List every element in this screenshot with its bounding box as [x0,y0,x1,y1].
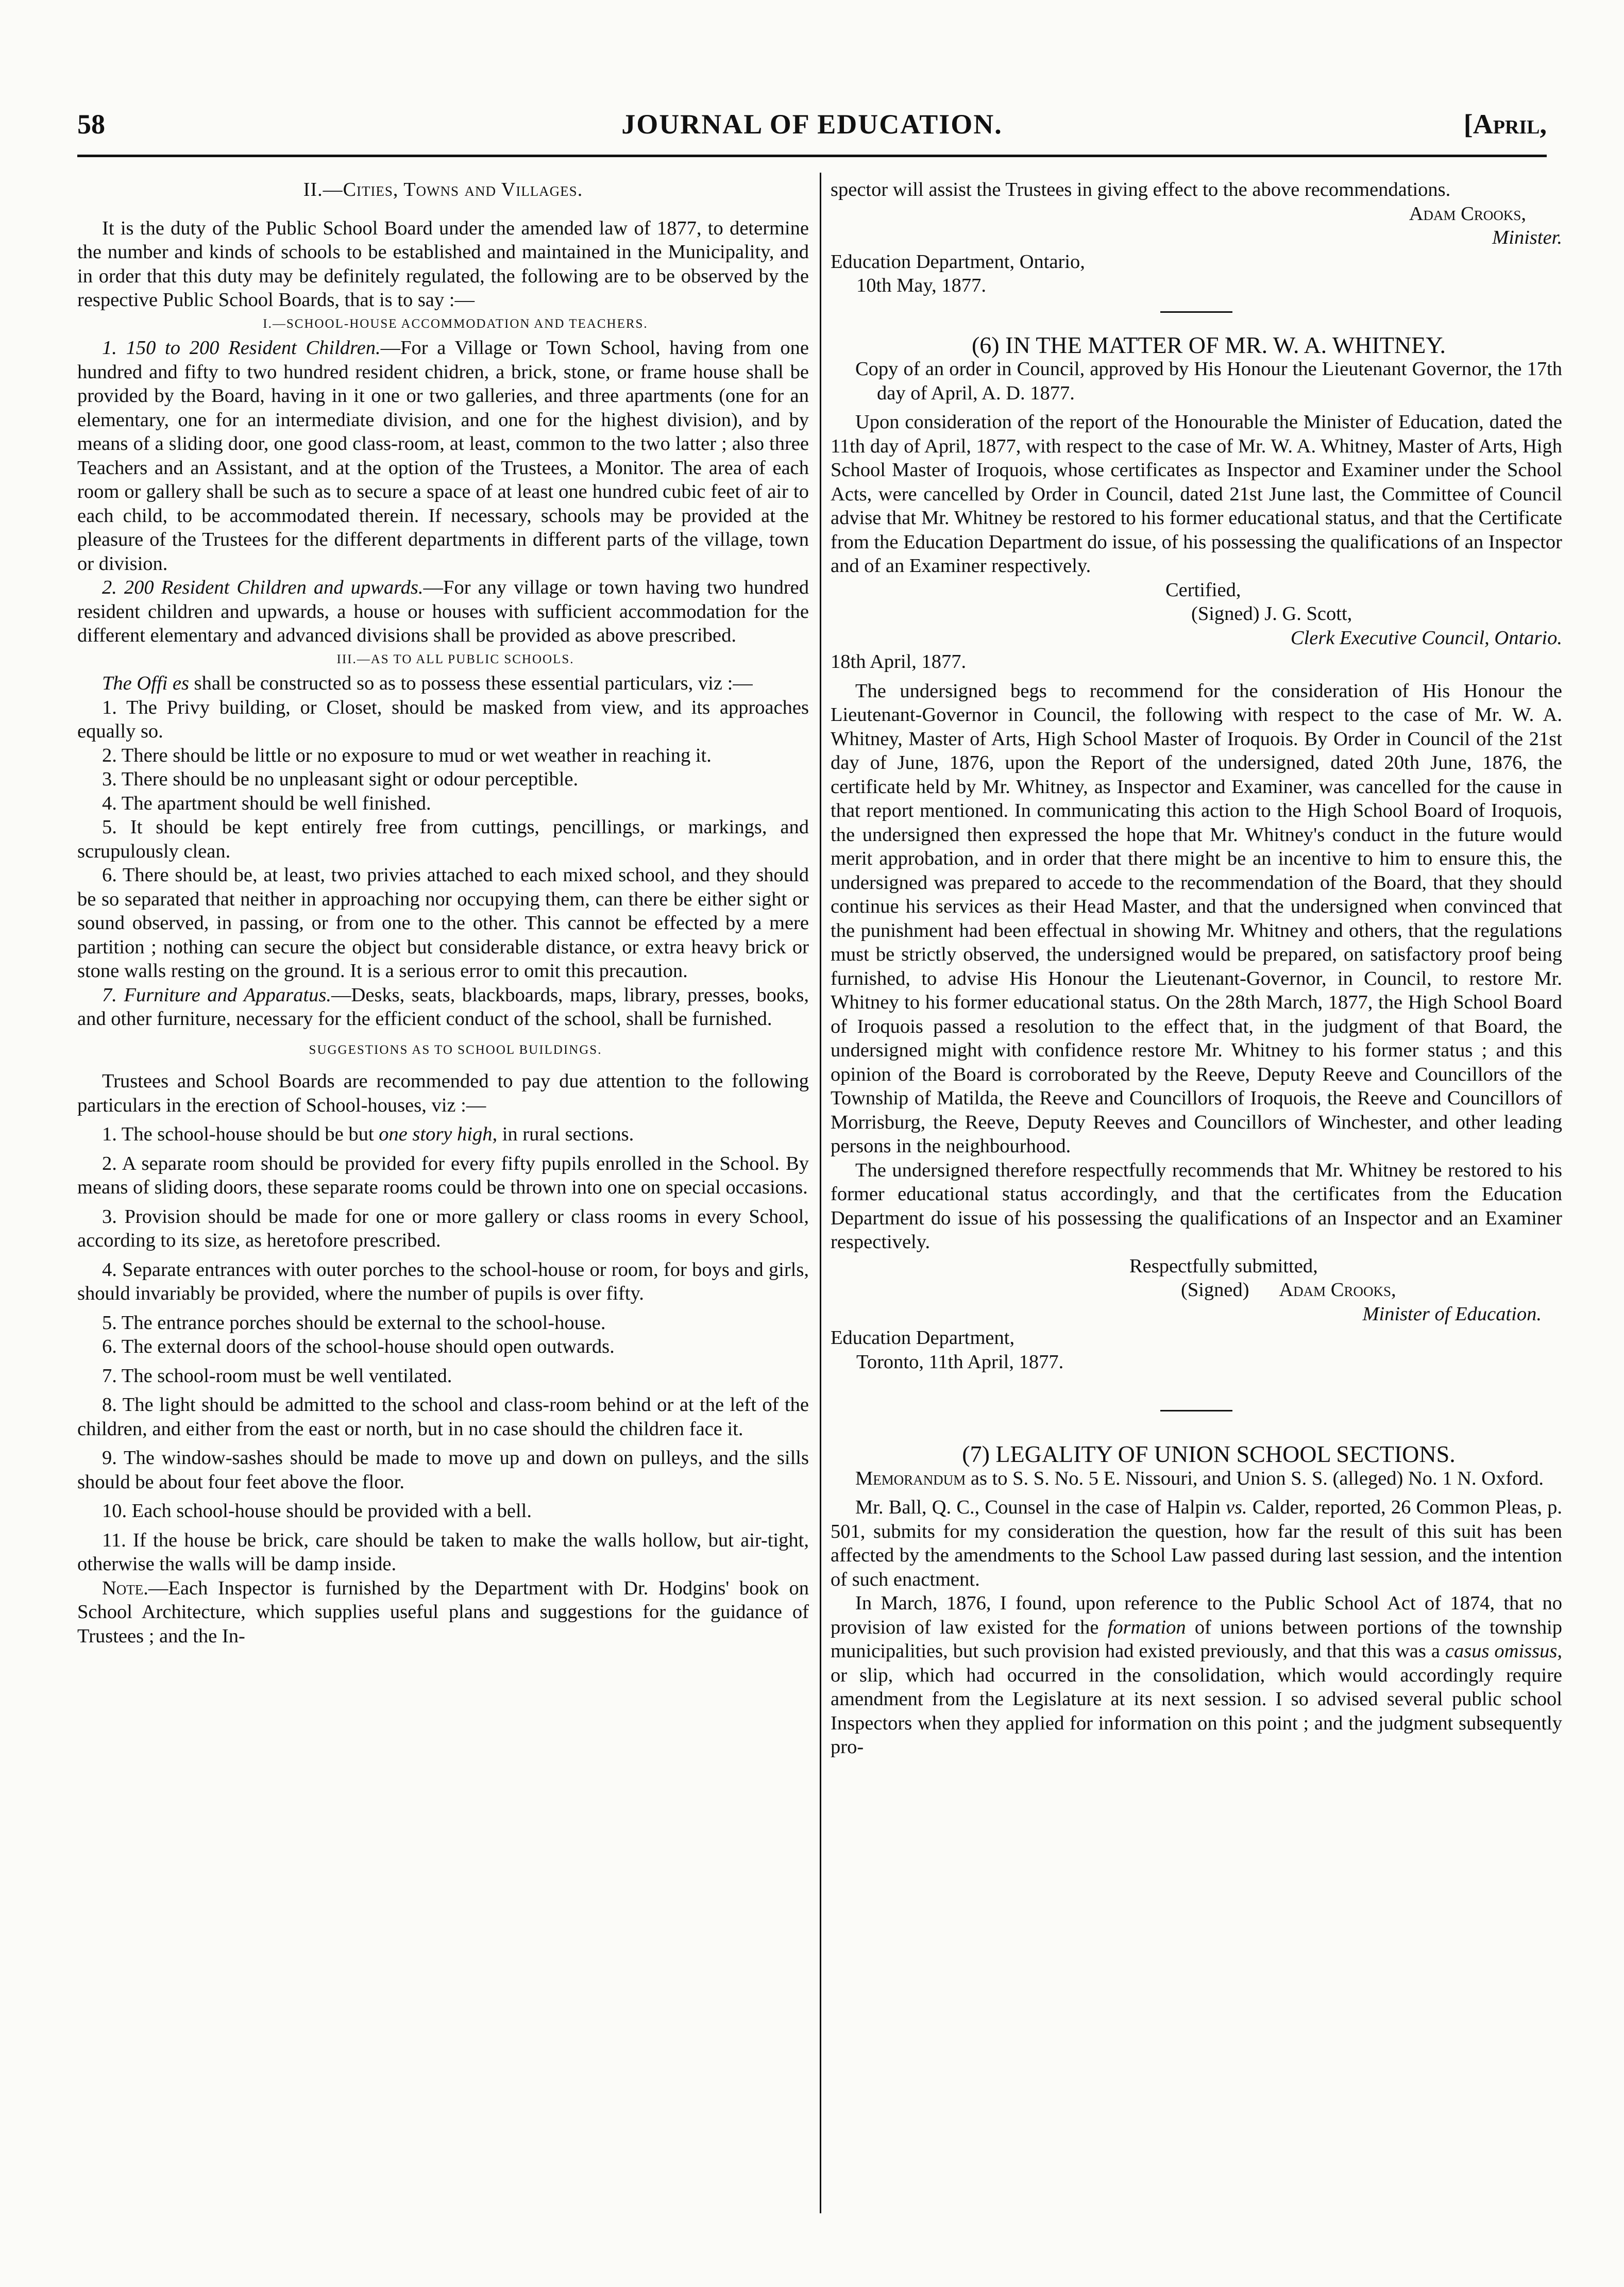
body-text: —Desks, seats, blackboards, maps, library, presses, books, and other furniture, necessary for the efficient conduct of the school, shall be furnished. [77,984,809,1030]
dept-line: Education Department, Ontario, [831,250,1085,273]
list-item: 1. The Privy building, or Closet, should be masked from view, and its approaches equally so. [77,696,809,742]
intro-paragraph: It is the duty of the Public School Board under the amended law of 1877, to determine the number and kinds of schools to be established and maintained in the Municipality, and in order that this duty may be definitely regulated, the following are to be observed by the respective Public School Boards, that is to say :— [77,217,809,311]
right-column [831,178,1562,1759]
page-number: 58 [77,109,105,140]
list-item: 4. Separate entrances with outer porches to the school-house or room, for boys and girls, should invariably be provided, where the number of pupils is over fifty. [77,1258,809,1304]
paragraph-upon: Upon consideration of the report of the Honourable the Minister of Education, dated the 11th day of April, 1877, with respect to the case of Mr. W. A. Whitney, Master of Arts, High School Master of Iroquois, whose certificates as Inspector and Examiner under the School Acts, were cancelled by Order in Council, dated 21st June last, the Committee of Council advise that Mr. Whitney be restored to his former educational status, and that the Certificate from the Education Department do issue, of his possessing the qualifications of an Inspector and of an Examiner respectively. [831,411,1562,577]
signed-crooks: (Signed) Adam Crooks, [1181,1279,1396,1301]
continuation-paragraph: spector will assist the Trustees in giving effect to the above recommendations. [831,179,1451,200]
paragraph-offices [77,671,809,696]
body-text: —Each Inspector is furnished by the Department with Dr. Hodgins' book on School Architecture, which supplies useful plans and suggestions for the guidance of Trustees ; and the In- [77,1577,809,1647]
paragraph-furniture [77,983,809,1031]
date-line: 10th May, 1877. [856,275,987,296]
lead-text: 2. 200 Resident Children and upwards. [102,577,424,598]
column-divider [820,173,821,2213]
header-rule [77,155,1547,157]
paragraph-march: In March, 1876, I found, upon reference to the Public School Act of 1874, that no provision of law existed for the formation of unions between portions of the township municipalities, but such provision had existed previously, and that this was a casus omissus, or slip, which had occurred in the consolidation, which would accordingly require amendment from the Legislature at its next session. I so advised several public school Inspectors when they applied for information on this point ; and the judgment subsequently pro- [831,1592,1563,1758]
list-item: 7. The school-room must be well ventilated. [102,1365,452,1387]
note-paragraph [77,1576,809,1649]
list-item: 5. It should be kept entirely free from cuttings, pencillings, or markings, and scrupulously clean. [77,816,809,862]
heading-all-schools: III.—AS TO ALL PUBLIC SCHOOLS. [336,652,574,666]
signature-name: Adam Crooks, [1409,203,1526,225]
lead-text: 7. Furniture and Apparatus. [102,984,332,1006]
clerk-title: Clerk Executive Council, Ontario. [1290,627,1562,649]
list-item: 3. There should be no unpleasant sight or odour perceptible. [102,768,579,790]
list-item: 4. The apartment should be well finished. [102,792,431,814]
signed-scott: (Signed) J. G. Scott, [1191,603,1352,625]
list-item: 5. The entrance porches should be external to the school-house. [102,1311,606,1334]
dept-line: Education Department, [831,1327,1015,1349]
issue-month: [April, [1463,109,1547,140]
body-text: —For a Village or Town School, having from one hundred and fifty to two hundred resident chidren, a brick, stone, or frame house shall be provided by the Board, having in it one or two galleries, and three apartments (one for an elementary, one for an intermediate division, and one for the highest division), and by means of a sliding door, one good class-room, at least, common to the two latter ; also three Teachers and an Assistant, and at the option of the Trustees, a Monitor. The area of each room or gallery shall be such as to secure a space of at least one hundred cubic feet of air to each child, to be accommodated therein. If necessary, schools may be provided at the pleasure of the Trustees for the different departments in different parts of the village, town or division. [77,337,809,575]
body-text: —For any village or town having two hundred resident children and upwards, a house or houses with sufficient accommodation for the different elementary and advanced divisions shall be provided as above prescribed. [77,577,809,646]
paragraph-resident-150 [77,336,809,576]
page-header [77,108,1547,155]
lead-text: 1. 150 to 200 Resident Children. [102,337,381,359]
memorandum: Memorandum as to S. S. No. 5 E. Nissouri, and Union S. S. (alleged) No. 1 N. Oxford. [855,1467,1544,1489]
section-divider [1160,311,1232,313]
list-item: 9. The window-sashes should be made to move up and down on pulleys, and the sills should be about four feet above the floor. [77,1447,809,1493]
date-line: 18th April, 1877. [831,651,967,672]
lead-text: The Offi es [102,672,189,694]
list-item: 10. Each school-house should be provided with a bell. [102,1500,532,1522]
order-copy: Copy of an order in Council, approved by His Honour the Lieutenant Governor, the 17th day of April, A. D. 1877. [855,358,1562,404]
list-item: 1. The school-house should be but one story high, in rural sections. [102,1123,634,1145]
paragraph-undersigned: The undersigned begs to recommend for the consideration of His Honour the Lieutenant-Governor in Council, the following with respect to the case of Mr. W. A. Whitney, Master of Arts, High School Master of Iroquois. By Order in Council of the 21st day of June, 1876, upon the Report of the undersigned, dated 20th June, 1876, the certificate held by Mr. Whitney, as Inspector and Examiner, was cancelled for the cause in that report mentioned. In communicating this action to the High School Board of Iroquois, the undersigned then expressed the hope that Mr. Whitney's conduct in the future would merit approbation, and in order that there might be an incentive to him to ensure this, the undersigned was prepared to accede to the recommendation of the Board, that they should continue his services as their Head Master, and that the undersigned when convinced that the punishment had been effectual in showing Mr. Whitney and others, that the regulations must be strictly observed, the undersigned would be prepared, on satisfactory proof being furnished, to advise His Honour the Lieutenant-Governor, in Council, to restore Mr. Whitney to his former educational status. On the 28th March, 1877, the High School Board of Iroquois passed a resolution to the effect that, in the judgment of that Board, the undersigned might with confidence restore Mr. Whitney to his former status ; and this opinion of the Board is corroborated by the Reeve, Deputy Reeve and Councillors of the Township of Matilda, the Reeve and Councillors of Iroquois, the Reeve and Councillors of Morrisburg, the Reeve, Deputy Reeves and Councillors of Winchester, and other leading persons in the neighbourhood. [831,680,1562,1157]
section-title: II.—Cities, Towns and Villages. [303,179,583,200]
section-heading-union: (7) LEGALITY OF UNION SCHOOL SECTIONS. [962,1441,1456,1467]
heading-suggestions: SUGGESTIONS AS TO SCHOOL BUILDINGS. [309,1042,602,1057]
paragraph-resident-200 [77,576,809,648]
section-divider [1160,1410,1232,1411]
respectfully-submitted: Respectfully submitted, [1129,1255,1318,1277]
date-line: Toronto, 11th April, 1877. [856,1351,1064,1373]
body-text: shall be constructed so as to possess these essential particulars, viz :— [194,672,753,694]
list-item: 6. The external doors of the school-house should open outwards. [102,1336,615,1357]
certified-label: Certified, [1165,579,1241,601]
signature-title: Minister. [1492,227,1562,248]
paragraph-recommends: The undersigned therefore respectfully recommends that Mr. Whitney be restored to his former educational status accordingly, and that the certificates from the Education Department do issue of his possessing the qualifications of an Inspector and an Examiner respectively. [831,1159,1562,1253]
paragraph-ball: Mr. Ball, Q. C., Counsel in the case of Halpin vs. Calder, reported, 26 Common Pleas, p. 501, submits for my consideration the question, how far the result of this suit has been affected by the amendments to the School Law passed during last session, and the intention of such enactment. [831,1496,1563,1590]
list-item: 8. The light should be admitted to the school and class-room behind or at the left of the children, and either from the east or north, but in no case should the children face it. [77,1394,809,1440]
list-item: 2. A separate room should be provided for every fifty pupils enrolled in the School. By means of sliding doors, these separate rooms could be thrown into one on special occasions. [77,1152,809,1198]
list-item: 2. There should be little or no exposure to mud or wet weather in reaching it. [102,744,712,766]
section-heading-whitney: (6) IN THE MATTER OF MR. W. A. WHITNEY. [971,331,1446,358]
list-item: 3. Provision should be made for one or more gallery or class rooms in every School, according to its size, as heretofore prescribed. [77,1205,809,1251]
suggestions-intro: Trustees and School Boards are recommended to pay due attention to the following particulars in the erection of School-houses, viz :— [77,1070,809,1116]
list-item: 11. If the house be brick, care should be taken to make the walls hollow, but air-tight, otherwise the walls will be damp inside. [77,1529,809,1575]
minister-title: Minister of Education. [1362,1303,1542,1325]
list-item: 6. There should be, at least, two privies attached to each mixed school, and they should be so separated that neither in approaching nor occupying them, can there be either sight or sound observed, in passing, or from one to the other. This cannot be effected by a mere partition ; nothing can secure the object but considerable distance, or extra heavy brick or stone walls resting on the ground. It is a serious error to omit this precaution. [77,864,809,982]
lead-text: Note. [102,1577,148,1599]
left-column [77,178,809,1648]
heading-accommodation: I.—SCHOOL-HOUSE ACCOMMODATION AND TEACHERS. [263,316,648,331]
journal-title: JOURNAL OF EDUCATION. [621,109,1003,140]
